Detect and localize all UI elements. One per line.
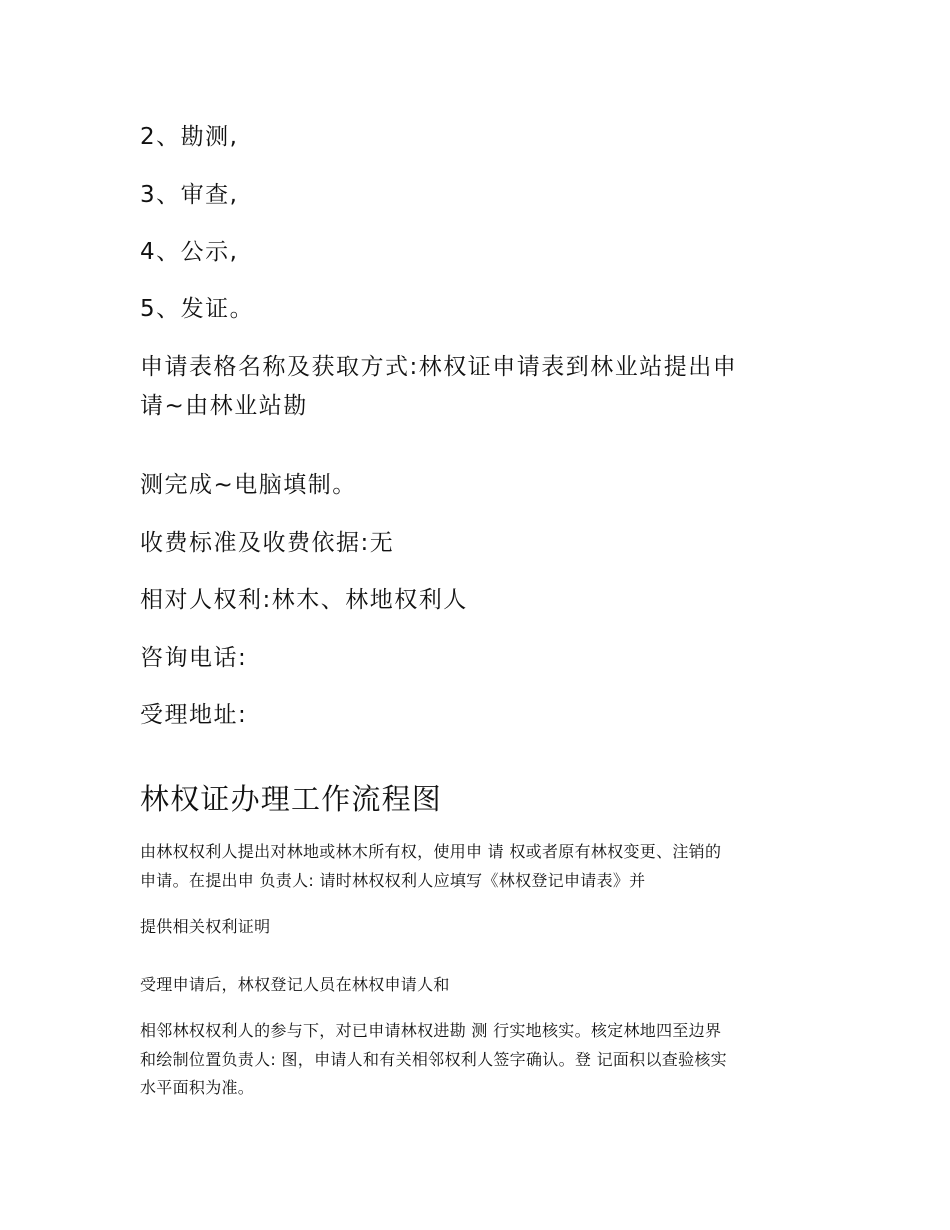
- fee-info: 收费标准及收费依据:无: [140, 530, 395, 556]
- paragraph-1-line-1: 由林权权利人提出对林地或林木所有权，使用申 请 权或者原有林权变更、注销的: [140, 842, 722, 861]
- section-title: 林权证办理工作流程图: [140, 782, 443, 816]
- step-publicity: 4、公示,: [140, 239, 239, 265]
- paragraph-3: 受理申请后，林权登记人员在林权申请人和: [140, 975, 450, 994]
- step-issue: 5、发证。: [140, 296, 255, 322]
- form-info-line-3: 测完成~电脑填制。: [140, 472, 357, 498]
- rights-info: 相对人权利:林木、林地权利人: [140, 587, 468, 613]
- paragraph-4-line-3: 水平面积为准。: [140, 1078, 255, 1097]
- paragraph-4-line-2: 和绘制位置负责人: 图，申请人和有关相邻权利人签字确认。登 记面积以查验核实: [140, 1050, 727, 1069]
- phone-info: 咨询电话:: [140, 645, 248, 671]
- paragraph-2: 提供相关权利证明: [140, 917, 271, 936]
- form-info-line-2: 请~由林业站勘: [140, 393, 308, 419]
- address-info: 受理地址:: [140, 702, 248, 728]
- step-survey: 2、勘测,: [140, 124, 239, 150]
- form-info-line-1: 申请表格名称及获取方式:林权证申请表到林业站提出申: [140, 354, 738, 380]
- paragraph-1-line-2: 申请。在提出申 负责人: 请时林权权利人应填写《林权登记申请表》并: [140, 871, 646, 890]
- paragraph-4-line-1: 相邻林权权利人的参与下，对已申请林权进勘 测 行实地核实。核定林地四至边界: [140, 1021, 722, 1040]
- step-review: 3、审查,: [140, 182, 239, 208]
